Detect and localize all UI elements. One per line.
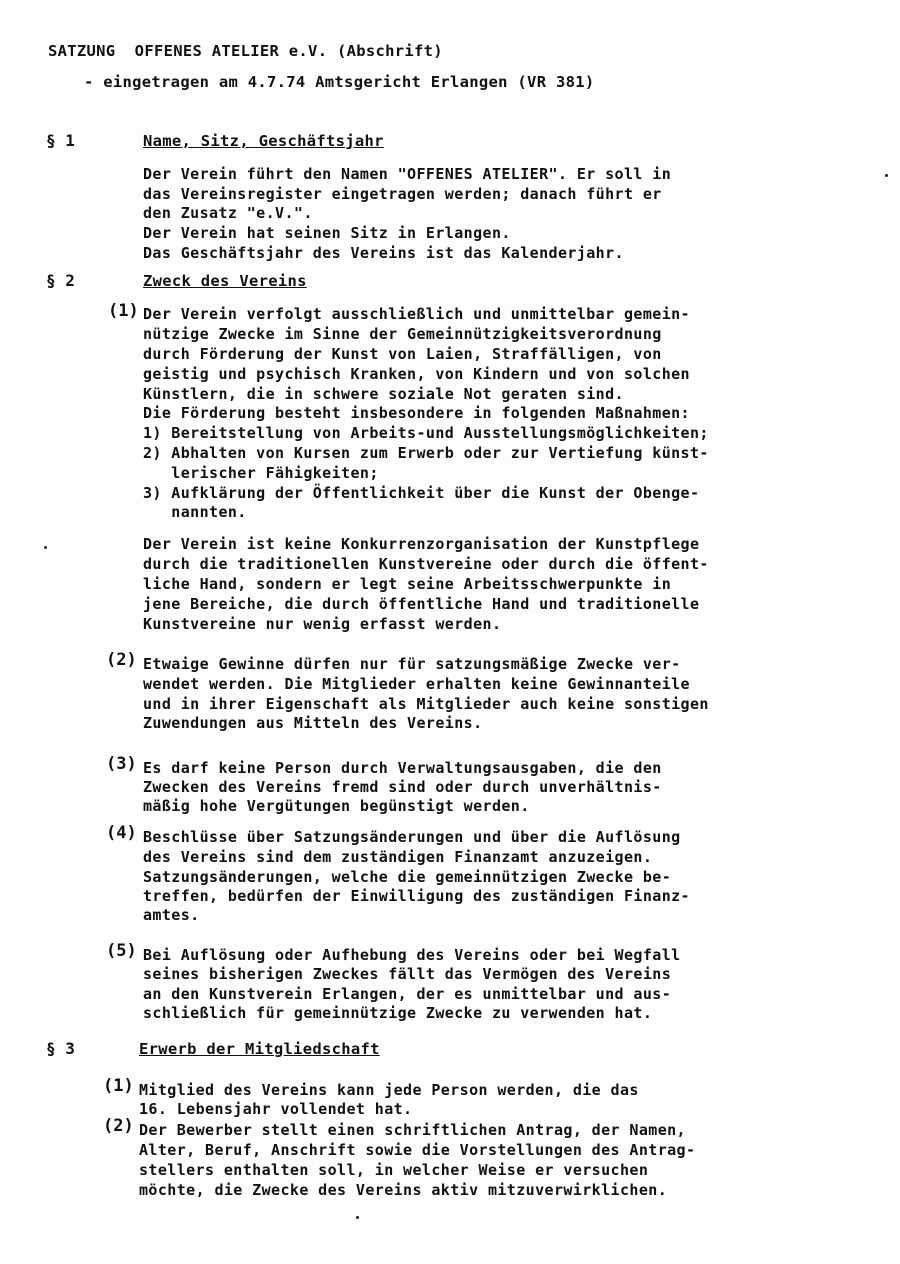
section-3-title: Erwerb der Mitgliedschaft — [139, 1040, 380, 1058]
document-title: SATZUNG OFFENES ATELIER e.V. (Abschrift) — [48, 42, 443, 60]
scan-speck — [44, 546, 47, 549]
text-line: Das Geschäftsjahr des Vereins ist das Kalenderjahr. — [143, 244, 624, 262]
section-2-title: Zweck des Vereins — [143, 272, 307, 290]
paragraph-number: (2) — [106, 650, 137, 670]
section-1-number: § 1 — [46, 131, 75, 150]
text-line: jene Bereiche, die durch öffentliche Hand und traditionelle — [143, 595, 700, 613]
text-line: Der Verein hat seinen Sitz in Erlangen. — [143, 224, 511, 242]
text-line: mäßig hohe Vergütungen begünstigt werden. — [143, 797, 530, 815]
text-line: Zwecken des Vereins fremd sind oder durch unverhältnis- — [143, 778, 662, 796]
section-3-number: § 3 — [46, 1039, 75, 1058]
text-line: 16. Lebensjahr vollendet hat. — [139, 1100, 413, 1118]
text-line: Zuwendungen aus Mitteln des Vereins. — [143, 714, 483, 732]
text-line: Der Bewerber stellt einen schriftlichen Antrag, der Namen, — [139, 1121, 686, 1139]
paragraph-number: (2) — [103, 1116, 134, 1136]
text-line: durch die traditionellen Kunstvereine oder durch die öffent- — [143, 555, 709, 573]
text-line: Bei Auflösung oder Aufhebung des Vereins oder bei Wegfall — [143, 946, 681, 964]
list-item: nannten. — [143, 503, 247, 521]
text-line: geistig und psychisch Kranken, von Kindern und von solchen — [143, 365, 690, 383]
text-line: Etwaige Gewinne dürfen nur für satzungsmäßige Zwecke ver- — [143, 655, 681, 673]
list-item: 1) Bereitstellung von Arbeits-und Ausstellungsmöglichkeiten; — [143, 424, 709, 442]
text-line: Satzungsänderungen, welche die gemeinnützigen Zwecke be- — [143, 868, 672, 886]
list-item: lerischer Fähigkeiten; — [143, 464, 379, 482]
paragraph-number: (1) — [108, 301, 139, 321]
section-1-title: Name, Sitz, Geschäftsjahr — [143, 132, 384, 150]
text-line: liche Hand, sondern er legt seine Arbeitsschwerpunkte in — [143, 575, 672, 593]
text-line: Beschlüsse über Satzungsänderungen und über die Auflösung — [143, 828, 681, 846]
text-line: des Vereins sind dem zuständigen Finanzamt anzuzeigen. — [143, 848, 653, 866]
scan-speck — [356, 1216, 359, 1219]
text-line: das Vereinsregister eingetragen werden; danach führt er — [143, 185, 662, 203]
text-line: Es darf keine Person durch Verwaltungsausgaben, die den — [143, 759, 662, 777]
text-line: Die Förderung besteht insbesondere in folgenden Maßnahmen: — [143, 404, 690, 422]
text-line: schließlich für gemeinnützige Zwecke zu verwenden hat. — [143, 1004, 653, 1022]
text-line: Der Verein verfolgt ausschließlich und unmittelbar gemein- — [143, 305, 690, 323]
registration-note: - eingetragen am 4.7.74 Amtsgericht Erlangen (VR 381) — [84, 73, 595, 91]
list-item: 2) Abhalten von Kursen zum Erwerb oder zur Vertiefung künst- — [143, 444, 709, 462]
text-line: treffen, bedürfen der Einwilligung des zuständigen Finanz- — [143, 887, 690, 905]
paragraph-number: (3) — [106, 754, 137, 774]
text-line: und in ihrer Eigenschaft als Mitglieder auch keine sonstigen — [143, 695, 709, 713]
text-line: stellers enthalten soll, in welcher Weise er versuchen — [139, 1161, 649, 1179]
paragraph-number: (5) — [106, 941, 137, 961]
scan-speck — [885, 174, 888, 177]
paragraph-number: (1) — [103, 1076, 134, 1096]
text-line: an den Kunstverein Erlangen, der es unmittelbar und aus- — [143, 985, 672, 1003]
text-line: Der Verein führt den Namen "OFFENES ATELIER". Er soll in — [143, 165, 672, 183]
text-line: Kunstvereine nur wenig erfasst werden. — [143, 615, 502, 633]
text-line: wendet werden. Die Mitglieder erhalten keine Gewinnanteile — [143, 675, 690, 693]
paragraph-number: (4) — [106, 823, 137, 843]
text-line: den Zusatz "e.V.". — [143, 204, 313, 222]
section-2-number: § 2 — [46, 271, 75, 290]
text-line: möchte, die Zwecke des Vereins aktiv mitzuverwirklichen. — [139, 1181, 668, 1199]
text-line: Der Verein ist keine Konkurrenzorganisation der Kunstpflege — [143, 535, 700, 553]
text-line: Alter, Beruf, Anschrift sowie die Vorstellungen des Antrag- — [139, 1141, 696, 1159]
text-line: nützige Zwecke im Sinne der Gemeinnützigkeitsverordnung — [143, 325, 662, 343]
text-line: amtes. — [143, 906, 200, 924]
list-item: 3) Aufklärung der Öffentlichkeit über die Kunst der Obenge- — [143, 484, 700, 502]
text-line: durch Förderung der Kunst von Laien, Straffälligen, von — [143, 345, 662, 363]
text-line: Mitglied des Vereins kann jede Person werden, die das — [139, 1081, 639, 1099]
text-line: Künstlern, die in schwere soziale Not geraten sind. — [143, 385, 624, 403]
text-line: seines bisherigen Zweckes fällt das Vermögen des Vereins — [143, 965, 672, 983]
